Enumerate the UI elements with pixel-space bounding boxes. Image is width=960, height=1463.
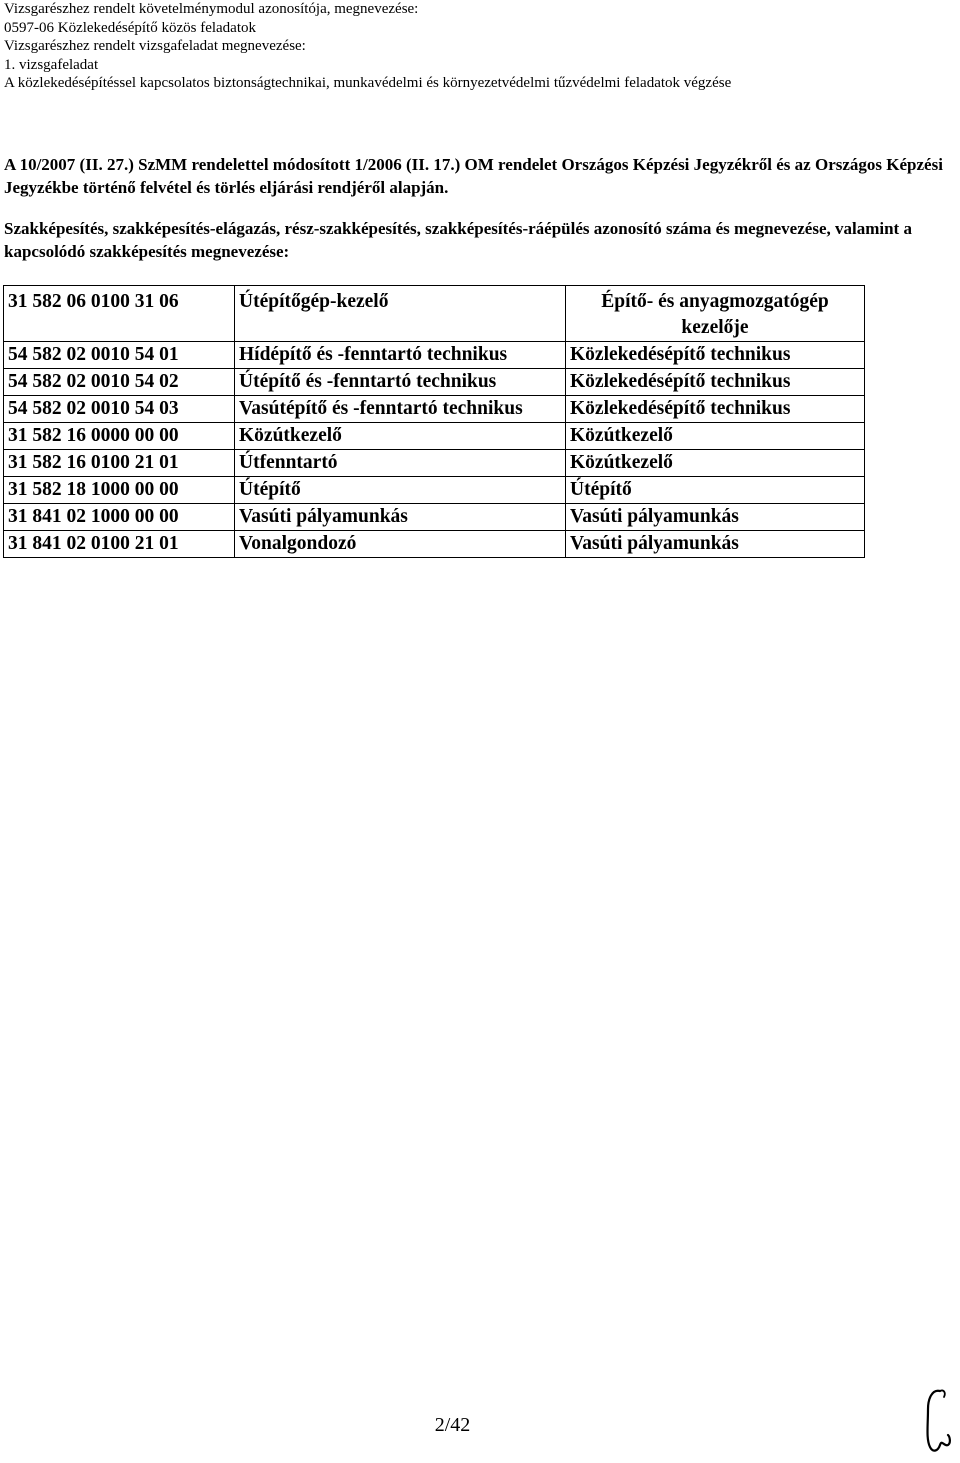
qualification-code: 54 582 02 0010 54 02	[4, 369, 235, 396]
document-header	[4, 0, 954, 93]
parent-qualification: Közútkezelő	[566, 450, 865, 477]
task-name: A közlekedésépítéssel kapcsolatos biztonságtechnikai, munkavédelmi és környezetvédelmi tűzvédelmi feladatok végzése	[4, 75, 732, 92]
qualification-name: Útépítő és -fenntartó technikus	[235, 369, 566, 396]
parent-qualification: Közlekedésépítő technikus	[566, 369, 865, 396]
qualifications-table	[3, 285, 865, 558]
table-row	[4, 423, 865, 450]
table-row	[4, 396, 865, 423]
module-name: 0597-06 Közlekedésépítő közös feladatok	[4, 19, 257, 36]
signature-scribble	[918, 1385, 956, 1457]
parent-qualification: Közlekedésépítő technikus	[566, 342, 865, 369]
parent-qualification: Útépítő	[566, 477, 865, 504]
parent-qualification: Vasúti pályamunkás	[566, 531, 865, 558]
qualification-code: 54 582 02 0010 54 01	[4, 342, 235, 369]
qualification-code: 31 582 18 1000 00 00	[4, 477, 235, 504]
intro-paragraph: Szakképesítés, szakképesítés-elágazás, rész-szakképesítés, szakképesítés-ráépülés azonosító száma és megnevezése, valamint a kapcsolódó szakképesítés megnevezése:	[4, 219, 912, 261]
table-row	[4, 286, 865, 342]
handwritten-signature	[918, 1385, 956, 1462]
qualification-name: Útépítőgép-kezelő	[235, 286, 566, 342]
table-row	[4, 369, 865, 396]
page-number: 2/42	[434, 1414, 471, 1436]
parent-qualification: Közlekedésépítő technikus	[566, 396, 865, 423]
table-row	[4, 450, 865, 477]
qualification-name: Útfenntartó	[235, 450, 566, 477]
qualification-name: Útépítő	[235, 477, 566, 504]
qualification-name: Vasúti pályamunkás	[235, 504, 566, 531]
table-row	[4, 477, 865, 504]
qualification-code: 31 582 16 0100 21 01	[4, 450, 235, 477]
parent-qualification: Vasúti pályamunkás	[566, 504, 865, 531]
qualification-name: Vonalgondozó	[235, 531, 566, 558]
qualification-name: Közútkezelő	[235, 423, 566, 450]
parent-qualification: Közútkezelő	[566, 423, 865, 450]
table-row	[4, 342, 865, 369]
qualification-name: Vasútépítő és -fenntartó technikus	[235, 396, 566, 423]
task-number: 1. vizsgafeladat	[4, 56, 99, 73]
qualification-code: 31 582 16 0000 00 00	[4, 423, 235, 450]
table-row	[4, 531, 865, 558]
qualification-code: 31 841 02 1000 00 00	[4, 504, 235, 531]
qualification-code: 31 841 02 0100 21 01	[4, 531, 235, 558]
parent-qualification: Építő- és anyagmozgatógép kezelője	[566, 286, 865, 342]
legal-reference: A 10/2007 (II. 27.) SzMM rendelettel módosított 1/2006 (II. 17.) OM rendelet Országos Képzési Jegyzékről és az Országos Képzési Jegyzékbe történő felvétel és törlés eljárási rendjéről alapján.	[4, 155, 943, 197]
table-row	[4, 504, 865, 531]
module-label: Vizsgarészhez rendelt követelménymodul azonosítója, megnevezése:	[4, 1, 419, 17]
qualification-name: Hídépítő és -fenntartó technikus	[235, 342, 566, 369]
qualification-code: 54 582 02 0010 54 03	[4, 396, 235, 423]
qualification-code: 31 582 06 0100 31 06	[4, 286, 235, 342]
task-label: Vizsgarészhez rendelt vizsgafeladat megnevezése:	[4, 38, 306, 55]
